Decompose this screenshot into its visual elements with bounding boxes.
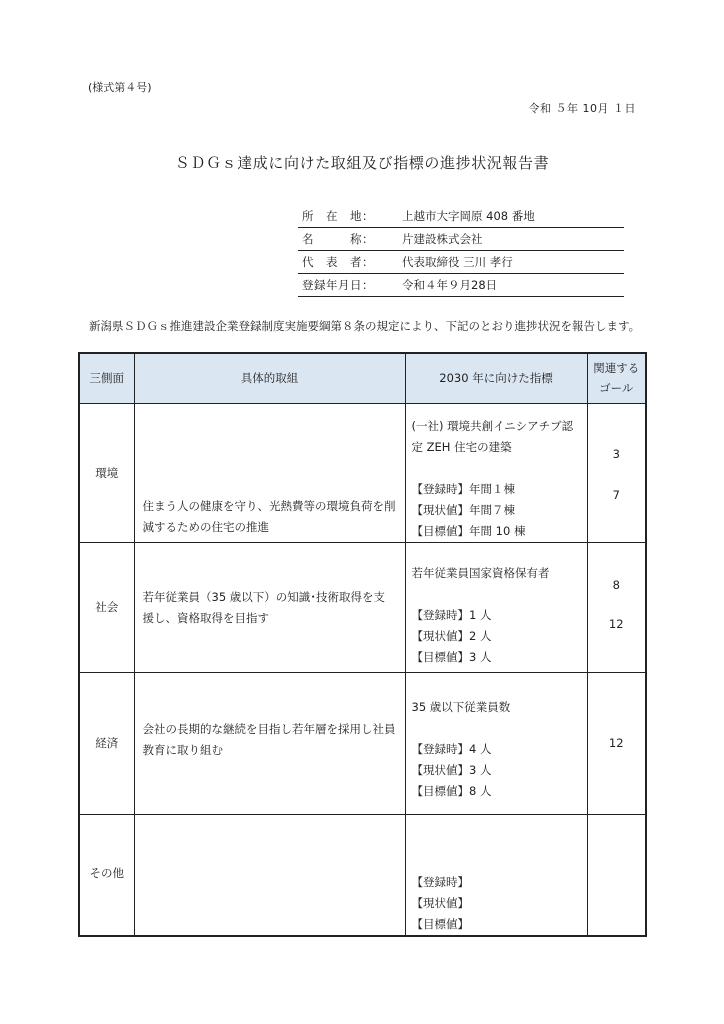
target-value: 【目標値】	[411, 916, 469, 931]
goal-number: 12	[608, 735, 624, 750]
company-info	[298, 205, 624, 297]
table-row	[79, 403, 646, 542]
reg-date-value: 令和４年９月28日	[402, 278, 498, 292]
goal-cell	[587, 814, 646, 936]
goal-number: 8	[612, 577, 620, 592]
current-value: 【現状値】3 人	[411, 762, 492, 777]
indicator-text: 若年従業員国家資格保有者	[411, 565, 550, 580]
action-cell	[134, 403, 405, 542]
target-value: 【目標値】8 人	[411, 783, 492, 798]
report-date: 令和 ５年 10月 １日	[528, 102, 636, 115]
registered-value: 【登録時】4 人	[411, 741, 492, 756]
indicator-cell	[405, 814, 587, 936]
table-row	[79, 542, 646, 672]
table-row	[79, 814, 646, 936]
header-side: 三側面	[79, 353, 134, 403]
header-goal: 関連する ゴール	[587, 353, 646, 403]
goal-cell	[587, 542, 646, 672]
registered-value: 【登録時】	[411, 874, 469, 889]
rep-value: 代表取締役 三川 孝行	[402, 255, 513, 269]
indicator-cell	[405, 672, 587, 814]
action-cell	[134, 814, 405, 936]
address-label: 所 在 地：	[302, 209, 374, 223]
side-cell: その他	[79, 814, 134, 936]
action-text: 住まう人の健康を守り、光熱費等の環境負荷を削減するための住宅の推進	[142, 498, 396, 534]
company-name: 片建設株式会社	[402, 232, 483, 246]
indicator-text: 35 歳以下従業員数	[411, 699, 511, 714]
header-indicator: 2030 年に向けた指標	[405, 353, 587, 403]
goal-number: 3	[612, 446, 620, 461]
indicator-text: (一社) 環境共創イニシアチブ認定 ZEH 住宅の建築	[411, 418, 574, 454]
action-text: 若年従業員（35 歳以下）の知識･技術取得を支援し、資格取得を目指す	[142, 589, 386, 625]
indicator-cell	[405, 403, 587, 542]
table-row	[79, 672, 646, 814]
name-row	[298, 228, 624, 251]
form-number: (様式第４号)	[88, 81, 152, 94]
address-row	[298, 205, 624, 228]
target-value: 【目標値】年間 10 棟	[411, 523, 526, 538]
page-title: ＳＤＧｓ達成に向けた取組及び指標の進捗状況報告書	[174, 154, 550, 172]
rep-row	[298, 251, 624, 274]
registered-value: 【登録時】年間１棟	[411, 481, 515, 496]
goal-cell	[587, 403, 646, 542]
rep-label: 代 表 者：	[302, 255, 374, 269]
side-cell: 経済	[79, 672, 134, 814]
header-action: 具体的取組	[134, 353, 405, 403]
current-value: 【現状値】2 人	[411, 628, 492, 643]
current-value: 【現状値】年間７棟	[411, 502, 515, 517]
progress-table	[78, 352, 647, 937]
goal-number: 12	[608, 616, 624, 631]
table-header-row	[79, 353, 646, 403]
name-label: 名 称：	[302, 232, 374, 246]
side-cell: 環境	[79, 403, 134, 542]
reg-date-label: 登録年月日：	[302, 278, 374, 292]
registered-value: 【登録時】1 人	[411, 607, 492, 622]
statement: 新潟県ＳＤＧｓ推進建設企業登録制度実施要綱第８条の規定により、下記のとおり進捗状況を報告します。	[89, 319, 641, 333]
target-value: 【目標値】3 人	[411, 649, 492, 664]
current-value: 【現状値】	[411, 895, 469, 910]
goal-cell	[587, 672, 646, 814]
action-text: 会社の長期的な継続を目指し若年層を採用し社員教育に取り組む	[142, 721, 396, 757]
reg-date-row	[298, 274, 624, 297]
side-cell: 社会	[79, 542, 134, 672]
goal-number: 7	[612, 487, 620, 502]
action-cell	[134, 672, 405, 814]
action-cell	[134, 542, 405, 672]
indicator-cell	[405, 542, 587, 672]
address-value: 上越市大字岡原 408 番地	[402, 209, 535, 223]
